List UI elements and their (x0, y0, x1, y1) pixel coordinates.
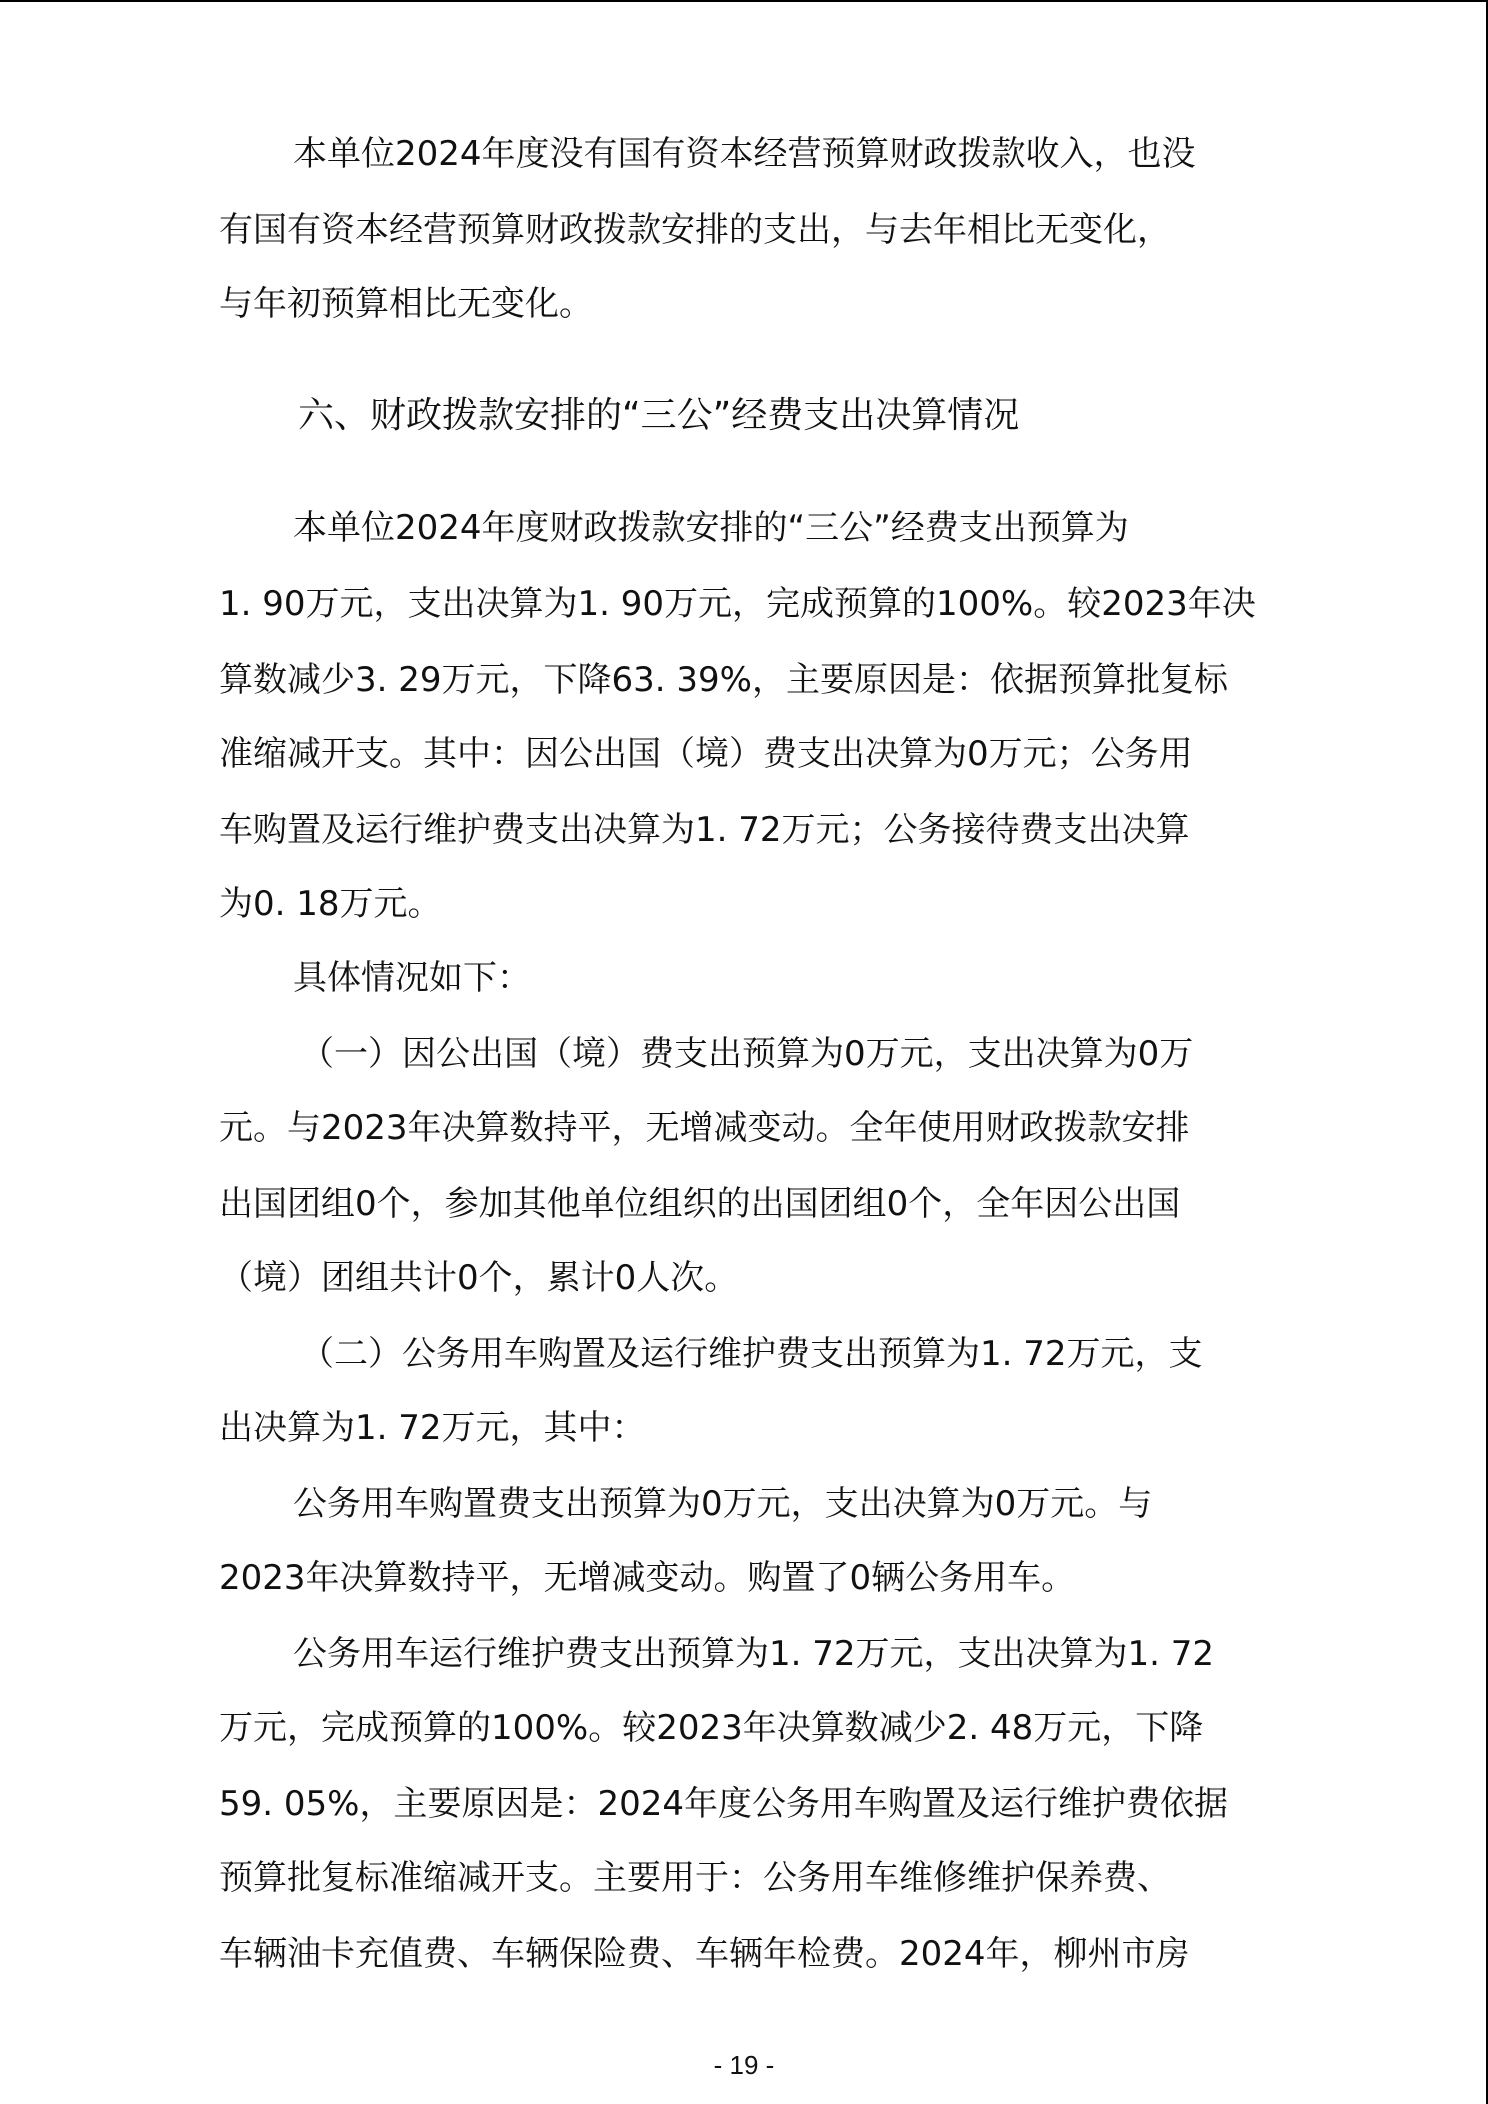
paragraph-line: 为0. 18万元。 (219, 884, 442, 924)
paragraph-line: 具体情况如下： (293, 958, 531, 998)
paragraph-line: 本单位2024年度没有国有资本经营预算财政拨款收入，也没 (293, 134, 1196, 174)
paragraph-line: （二）公务用车购置及运行维护费支出预算为1. 72万元，支 (300, 1334, 1203, 1374)
paragraph-line: （一）因公出国（境）费支出预算为0万元，支出决算为0万 (300, 1034, 1194, 1074)
paragraph-line: （境）团组共计0个，累计0人次。 (219, 1258, 739, 1298)
paragraph-line: 59. 05%，主要原因是：2024年度公务用车购置及运行维护费依据 (219, 1784, 1228, 1824)
paragraph-line: 1. 90万元，支出决算为1. 90万元，完成预算的100%。较2023年决 (219, 584, 1256, 624)
paragraph-line: 万元，完成预算的100%。较2023年决算数减少2. 48万元，下降 (219, 1708, 1204, 1748)
paragraph-line: 出决算为1. 72万元，其中： (219, 1408, 646, 1448)
paragraph-line: 出国团组0个，参加其他单位组织的出国团组0个，全年因公出国 (219, 1184, 1181, 1224)
paragraph-line: 车辆油卡充值费、车辆保险费、车辆年检费。2024年，柳州市房 (219, 1934, 1190, 1974)
paragraph-line: 2023年决算数持平，无增减变动。购置了0辆公务用车。 (219, 1558, 1076, 1598)
paragraph-line: 准缩减开支。其中：因公出国（境）费支出决算为0万元；公务用 (219, 734, 1193, 774)
paragraph-line: 车购置及运行维护费支出决算为1. 72万元；公务接待费支出决算 (219, 810, 1190, 850)
paragraph-line: 有国有资本经营预算财政拨款安排的支出，与去年相比无变化， (219, 210, 1171, 250)
paragraph-line: 本单位2024年度财政拨款安排的“三公”经费支出预算为 (293, 508, 1129, 548)
paragraph-line: 公务用车运行维护费支出预算为1. 72万元，支出决算为1. 72 (293, 1634, 1215, 1674)
paragraph-line: 元。与2023年决算数持平，无增减变动。全年使用财政拨款安排 (219, 1108, 1190, 1148)
paragraph-line: 公务用车购置费支出预算为0万元，支出决算为0万元。与 (293, 1484, 1153, 1524)
paragraph-line: 与年初预算相比无变化。 (219, 284, 593, 324)
page-number: - 19 - (713, 2050, 775, 2080)
paragraph-line: 预算批复标准缩减开支。主要用于：公务用车维修维护保养费、 (219, 1858, 1171, 1898)
paragraph-line: 算数减少3. 29万元，下降63. 39%，主要原因是：依据预算批复标 (219, 660, 1228, 700)
section-heading: 六、财政拨款安排的“三公”经费支出决算情况 (298, 395, 1020, 436)
